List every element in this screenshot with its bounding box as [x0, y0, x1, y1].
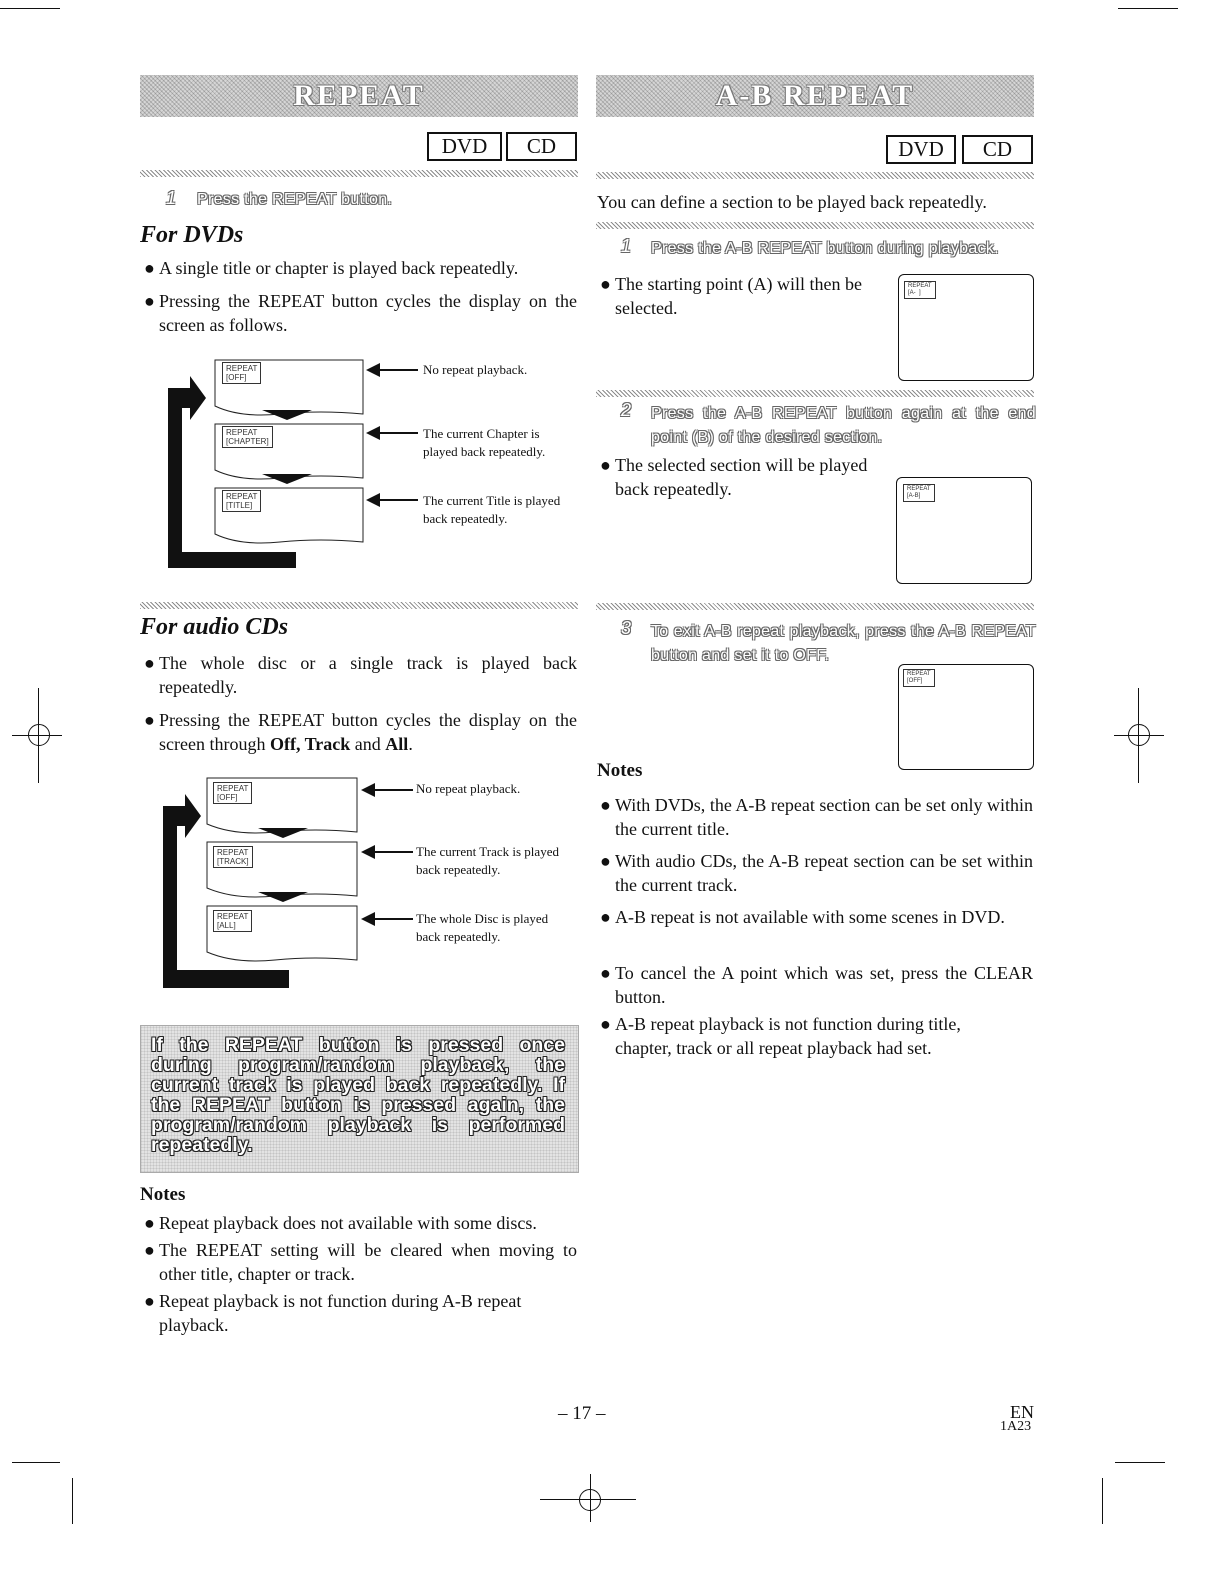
- divider: [140, 602, 578, 609]
- pointer-arrow: [373, 918, 413, 920]
- crop-mark: [0, 8, 60, 9]
- pointer-arrow: [378, 432, 418, 434]
- cd-badge: CD: [506, 132, 577, 161]
- note-item: [144, 1238, 577, 1286]
- step-number: 1: [621, 236, 632, 256]
- osd-repeat-off: REPEAT [OFF]: [213, 782, 252, 804]
- bullet-icon: ●: [600, 907, 611, 927]
- note-text: Repeat playback is not function during A-B repeat playback.: [159, 1291, 522, 1335]
- bullet-item: [144, 289, 577, 337]
- step-instruction: Press the A-B REPEAT button again at the end point (B) of the desired section.: [651, 405, 1036, 446]
- bullet-text: The starting point (A) will then be selected.: [615, 274, 862, 318]
- pointer-arrow: [378, 499, 418, 501]
- note-text: To cancel the A point which was set, press the CLEAR button.: [615, 963, 1033, 1007]
- diagram-caption: No repeat playback.: [423, 362, 528, 377]
- bullet-icon: ●: [144, 1240, 155, 1260]
- divider: [140, 170, 578, 177]
- note-text: With audio CDs, the A-B repeat section can be set within the current track.: [615, 851, 1033, 895]
- note-text: A-B repeat is not available with some scenes in DVD.: [615, 907, 1005, 927]
- note-item: [600, 1012, 1010, 1060]
- registration-circle: [1128, 724, 1150, 746]
- for-dvds-heading: For DVDs: [140, 222, 244, 248]
- page-number: – 17 –: [558, 1403, 606, 1424]
- dvd-badge: DVD: [427, 132, 502, 161]
- registration-circle: [579, 1489, 601, 1511]
- note-item: [144, 1211, 577, 1235]
- step-instruction: Press the REPEAT button.: [197, 191, 393, 208]
- bullet-icon: ●: [144, 710, 155, 730]
- step-number: 3: [621, 618, 632, 638]
- note-item: [144, 1289, 577, 1337]
- pointer-arrow: [373, 851, 413, 853]
- note-text: With DVDs, the A-B repeat section can be set only within the current title.: [615, 795, 1033, 839]
- step-instruction: Press the A-B REPEAT button during playback.: [651, 240, 999, 257]
- osd-repeat-off: REPEAT [OFF]: [903, 669, 935, 687]
- bullet-icon: ●: [600, 963, 611, 983]
- registration-circle: [28, 724, 50, 746]
- step-instruction: To exit A-B repeat playback, press the A-B REPEAT button and set it to OFF.: [651, 623, 1036, 664]
- osd-repeat-a: REPEAT [A- ]: [904, 281, 936, 299]
- bullet-icon: ●: [144, 291, 155, 311]
- crop-mark: [1102, 1478, 1103, 1524]
- bullet-text: The selected section will be played back repeatedly.: [615, 455, 868, 499]
- diagram-caption: No repeat playback.: [416, 781, 521, 796]
- note-item: [600, 905, 1033, 929]
- osd-repeat-chapter: REPEAT [CHAPTER]: [222, 426, 273, 448]
- dvd-badge: DVD: [886, 135, 956, 164]
- bullet-icon: ●: [600, 455, 611, 475]
- cycle-arrow-graphic: [160, 352, 580, 574]
- diagram-caption: The current Title is played back repeatedly.: [423, 493, 561, 526]
- bullet-text: .: [408, 734, 413, 754]
- cd-cycle-diagram: [155, 770, 575, 992]
- for-audio-cds-heading: For audio CDs: [140, 614, 289, 640]
- crop-mark: [72, 1478, 73, 1524]
- note-item: [600, 849, 1033, 897]
- bullet-item: [600, 453, 875, 501]
- note-text: The REPEAT setting will be cleared when moving to other title, chapter or track.: [159, 1240, 577, 1284]
- bullet-icon: ●: [144, 258, 155, 278]
- crop-mark: [1118, 8, 1178, 9]
- divider: [596, 390, 1034, 397]
- notes-heading: Notes: [140, 1184, 186, 1205]
- divider: [596, 603, 1034, 610]
- bullet-text: Pressing the REPEAT button cycles the display on the screen as follows.: [159, 291, 577, 335]
- bullet-icon: ●: [144, 1213, 155, 1233]
- bullet-text: The whole disc or a single track is played back repeatedly.: [159, 653, 577, 697]
- bullet-text-bold: All: [385, 734, 409, 754]
- bullet-item: [144, 256, 577, 280]
- cd-badge: CD: [962, 135, 1033, 164]
- document-code: 1A23: [1000, 1419, 1032, 1434]
- language-code: EN: [1010, 1402, 1034, 1422]
- bullet-text: Pressing the REPEAT button cycles the display on the screen through: [159, 710, 577, 754]
- ab-intro-text: You can define a section to be played back repeatedly.: [597, 192, 987, 212]
- bullet-icon: ●: [144, 1291, 155, 1311]
- crop-mark: [1115, 1462, 1165, 1463]
- bullet-text-bold: Off, Track: [269, 734, 351, 754]
- osd-repeat-ab: REPEAT [A-B]: [903, 484, 935, 502]
- osd-repeat-all: REPEAT [ALL]: [213, 910, 252, 932]
- repeat-section-header: REPEAT: [140, 75, 578, 117]
- osd-repeat-title: REPEAT [TITLE]: [222, 490, 261, 512]
- diagram-caption: The whole Disc is played back repeatedly.: [416, 911, 549, 944]
- divider: [596, 172, 1034, 179]
- osd-repeat-off: REPEAT [OFF]: [222, 362, 261, 384]
- ab-repeat-section-header: A-B REPEAT: [596, 75, 1034, 117]
- step-number: 1: [166, 188, 177, 208]
- crop-mark: [12, 1462, 60, 1463]
- bullet-item: [600, 272, 895, 320]
- dvd-cycle-diagram: [160, 352, 580, 574]
- program-random-warning-text: If the REPEAT button is pressed once during program/random playback, the current track is played back repeatedly. If the REPEAT button is pressed again, the program/random playback is performed repeatedly.: [151, 1034, 565, 1156]
- note-item: [600, 961, 1033, 1009]
- bullet-icon: ●: [600, 1014, 611, 1034]
- note-text: A-B repeat playback is not function during title, chapter, track or all repeat playback had set.: [615, 1014, 961, 1058]
- divider: [596, 222, 1034, 229]
- bullet-icon: ●: [144, 653, 155, 673]
- note-text: Repeat playback does not available with some discs.: [159, 1213, 537, 1233]
- note-item: [600, 793, 1033, 841]
- step-number: 2: [621, 400, 632, 420]
- osd-repeat-track: REPEAT [TRACK]: [213, 846, 253, 868]
- diagram-caption: The current Chapter is played back repeatedly.: [423, 426, 546, 459]
- notes-heading: Notes: [597, 760, 643, 781]
- bullet-item: [144, 651, 577, 699]
- bullet-text: and: [350, 734, 386, 754]
- bullet-item: [144, 708, 577, 756]
- bullet-icon: ●: [600, 795, 611, 815]
- bullet-icon: ●: [600, 851, 611, 871]
- pointer-arrow: [378, 369, 418, 371]
- bullet-text: A single title or chapter is played back repeatedly.: [159, 258, 519, 278]
- bullet-icon: ●: [600, 274, 611, 294]
- diagram-caption: The current Track is played back repeatedly.: [416, 844, 559, 877]
- pointer-arrow: [373, 789, 413, 791]
